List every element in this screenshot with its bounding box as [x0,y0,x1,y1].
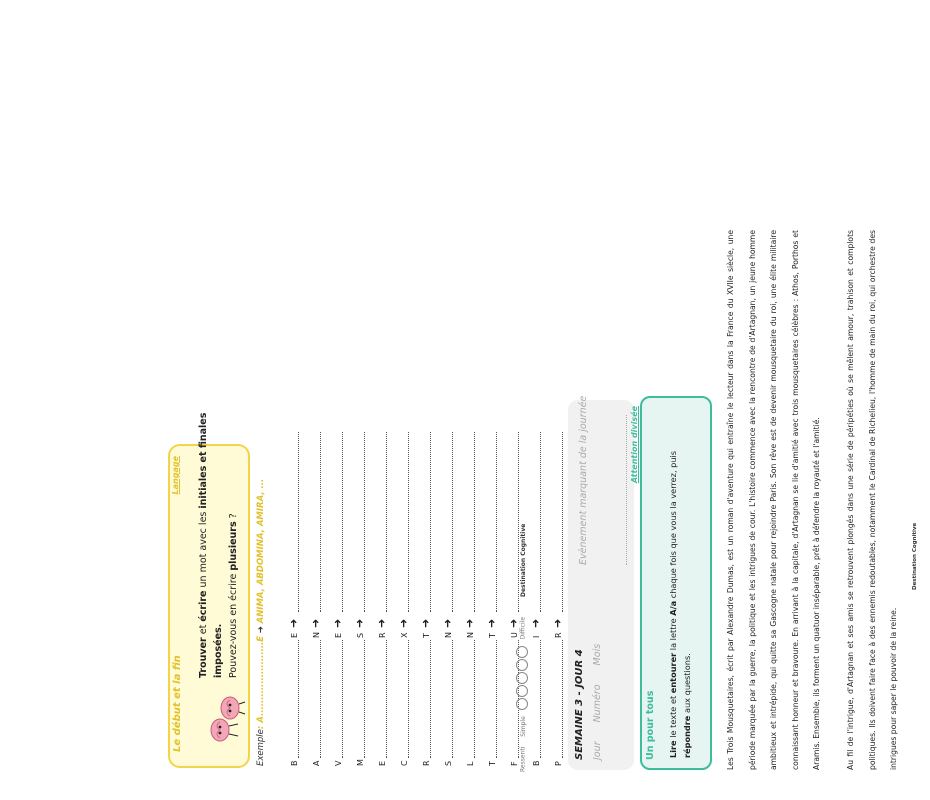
feeling-label: Ressenti [519,746,527,772]
date-fields [592,628,603,760]
word-row [458,66,480,766]
game-title: Le début et la fin [172,655,183,752]
game-instructions [196,408,241,678]
end-letter: X [400,632,409,638]
start-letter: T [488,761,497,766]
arrow-right-icon: ➜ [485,618,498,628]
word-row [326,66,348,766]
exercise-category-tag: Attention divisée [630,406,639,484]
arrow-right-icon: ➜ [375,618,388,628]
hard-label: Difficile [519,616,527,640]
letters-blank[interactable] [320,640,321,758]
answer-line[interactable] [408,432,409,612]
left-page [160,20,564,780]
letters-blank[interactable] [474,640,475,758]
rating-circle[interactable] [516,698,528,710]
arrow-right-icon: ➜ [507,618,520,628]
start-letter: F [510,761,519,766]
difficulty-footer [516,524,530,772]
end-letter: N [466,632,475,638]
start-letter: R [422,760,431,766]
end-letter: E [290,632,299,638]
instr-word: Lire [668,740,678,758]
arrow-right-icon: ➜ [397,618,410,628]
start-letter: B [290,760,299,766]
word-row [304,66,326,766]
instr-word: chaque fois que vous la verrez, puis [668,450,678,601]
start-letter: M [356,759,365,766]
paragraph: Au fil de l'intrigue, d'Artagnan et ses amis se retrouvent plongés dans une série de péripéties où se mêlent amour, trahison et complots politiques. Ils doivent faire face à des ennemis redoutables, notamment le Cardinal de Richelieu, l'homme de main du roi, qui orchestre des intrigues pour saper le pouvoir de la reine. [845,230,899,770]
example-words: ANIMA, ABDOMINA, AMIRA, ... [256,478,266,624]
letters-blank[interactable] [408,640,409,758]
arrow-right-icon: ➜ [256,626,266,634]
instr-word: Pouvez-vous en écrire [228,570,239,678]
start-letter: P [554,761,563,766]
brain-mascots-icon [206,694,246,744]
answer-line[interactable] [386,432,387,612]
answer-line[interactable] [452,432,453,612]
example-letters: : A.......................E [256,635,266,730]
right-page [560,20,930,780]
letters-blank[interactable] [298,640,299,758]
instr-word: répondre [682,715,692,758]
start-letter: B [532,760,541,766]
start-letter: E [378,760,387,766]
end-letter: T [488,633,497,638]
instr-word: initiales et finales imposées. [198,412,224,678]
answer-line[interactable] [474,432,475,612]
day-header [568,395,634,770]
answer-line[interactable] [496,432,497,612]
start-letter: S [444,760,453,766]
arrow-right-icon: ➜ [529,618,542,628]
letters-blank[interactable] [430,640,431,758]
letters-blank[interactable] [342,640,343,758]
answer-line[interactable] [540,432,541,612]
instr-word: la lettre [668,615,678,653]
end-letter: E [334,632,343,638]
end-letter: T [422,633,431,638]
arrow-right-icon: ➜ [463,618,476,628]
instr-word: aux questions. [682,653,692,716]
end-letter: U [510,632,519,638]
word-row [414,66,436,766]
start-letter: A [312,760,321,766]
rating-circle[interactable] [516,659,528,671]
brand-label: Destination Cognitive [519,523,527,598]
end-letter: R [378,632,387,638]
end-letter: R [554,632,563,638]
word-row [436,66,458,766]
game-header-card [168,412,250,768]
letters-blank[interactable] [496,640,497,758]
instr-word: un mot avec les [198,508,209,591]
date-day-field[interactable]: Jour [592,741,603,760]
word-row [348,66,370,766]
example-line [256,479,266,766]
date-month-field[interactable]: Mois [592,643,603,666]
instr-word: A/a [668,600,678,616]
instr-word: ? [228,513,239,522]
rating-circle[interactable] [516,646,528,658]
end-letter: I [532,635,541,638]
arrow-right-icon: ➜ [331,618,344,628]
answer-line[interactable] [298,432,299,612]
difficulty-rating[interactable] [516,645,530,710]
exercise-instructions [666,413,694,758]
word-row [392,66,414,766]
arrow-right-icon: ➜ [441,618,454,628]
instr-word: plusieurs [228,521,239,571]
instr-word: Trouver [198,637,209,678]
easy-label: Simple [519,716,527,737]
start-letter: V [334,760,343,766]
word-row [480,66,502,766]
letters-blank[interactable] [452,640,453,758]
arrow-right-icon: ➜ [419,618,432,628]
event-label: Evènement marquant de la journée [578,395,589,565]
end-letter: N [312,632,321,638]
answer-line[interactable] [320,432,321,612]
rating-circle[interactable] [516,685,528,697]
exercise-card [630,396,712,770]
brand-label: Destination Cognitive [912,522,918,590]
instr-word: écrire [198,590,209,622]
example-label: Exemple [256,729,266,766]
end-letter: N [444,632,453,638]
letters-blank[interactable] [364,640,365,758]
start-letter: L [466,761,475,766]
word-row [370,66,392,766]
answer-line[interactable] [364,432,365,612]
answer-line[interactable] [430,432,431,612]
arrow-right-icon: ➜ [353,618,366,628]
word-row [282,66,304,766]
week-day-title: SEMAINE 3 - JOUR 4 [574,649,585,760]
date-number-field[interactable]: Numéro [592,684,603,723]
paragraph: Les Trois Mousquetaires, écrit par Alexandre Dumas, est un roman d'aventure qui entraîne le lecteur dans la France du XVIIe siècle, une période marquée par la guerre, la politique et les intrigues de cour. L'histoire commence avec la rencontre de d'Artagnan, un jeune homme ambitieux et intrépide, qui quitte sa Gascogne natale pour rejoindre Paris. Son rêve est de devenir mousquetaire du roi, une élite militaire connaissant honneur et bravoure. En arrivant à la capitale, d'Artagnan se lie d'amitié avec trois mousquetaires célèbres : Athos, Porthos et Aramis. Ensemble, ils forment un quatuor inséparable, prêt à défendre la royauté et l'amitié. [726,230,822,770]
reading-text [720,230,917,770]
event-input-line[interactable] [626,415,627,565]
arrow-right-icon: ➜ [287,618,300,628]
answer-line[interactable] [342,432,343,612]
letters-blank[interactable] [386,640,387,758]
game-category-tag: Langage [171,456,180,495]
instr-word: et [198,621,209,638]
arrow-right-icon: ➜ [309,618,322,628]
exercise-title: Un pour tous [645,690,656,760]
letters-blank[interactable] [540,640,541,758]
end-letter: S [356,632,365,638]
start-letter: C [400,760,409,766]
rating-circle[interactable] [516,672,528,684]
instr-word: le texte et [668,693,678,741]
arrow-right-icon: ➜ [551,618,564,628]
instr-word: entourer [668,652,678,694]
